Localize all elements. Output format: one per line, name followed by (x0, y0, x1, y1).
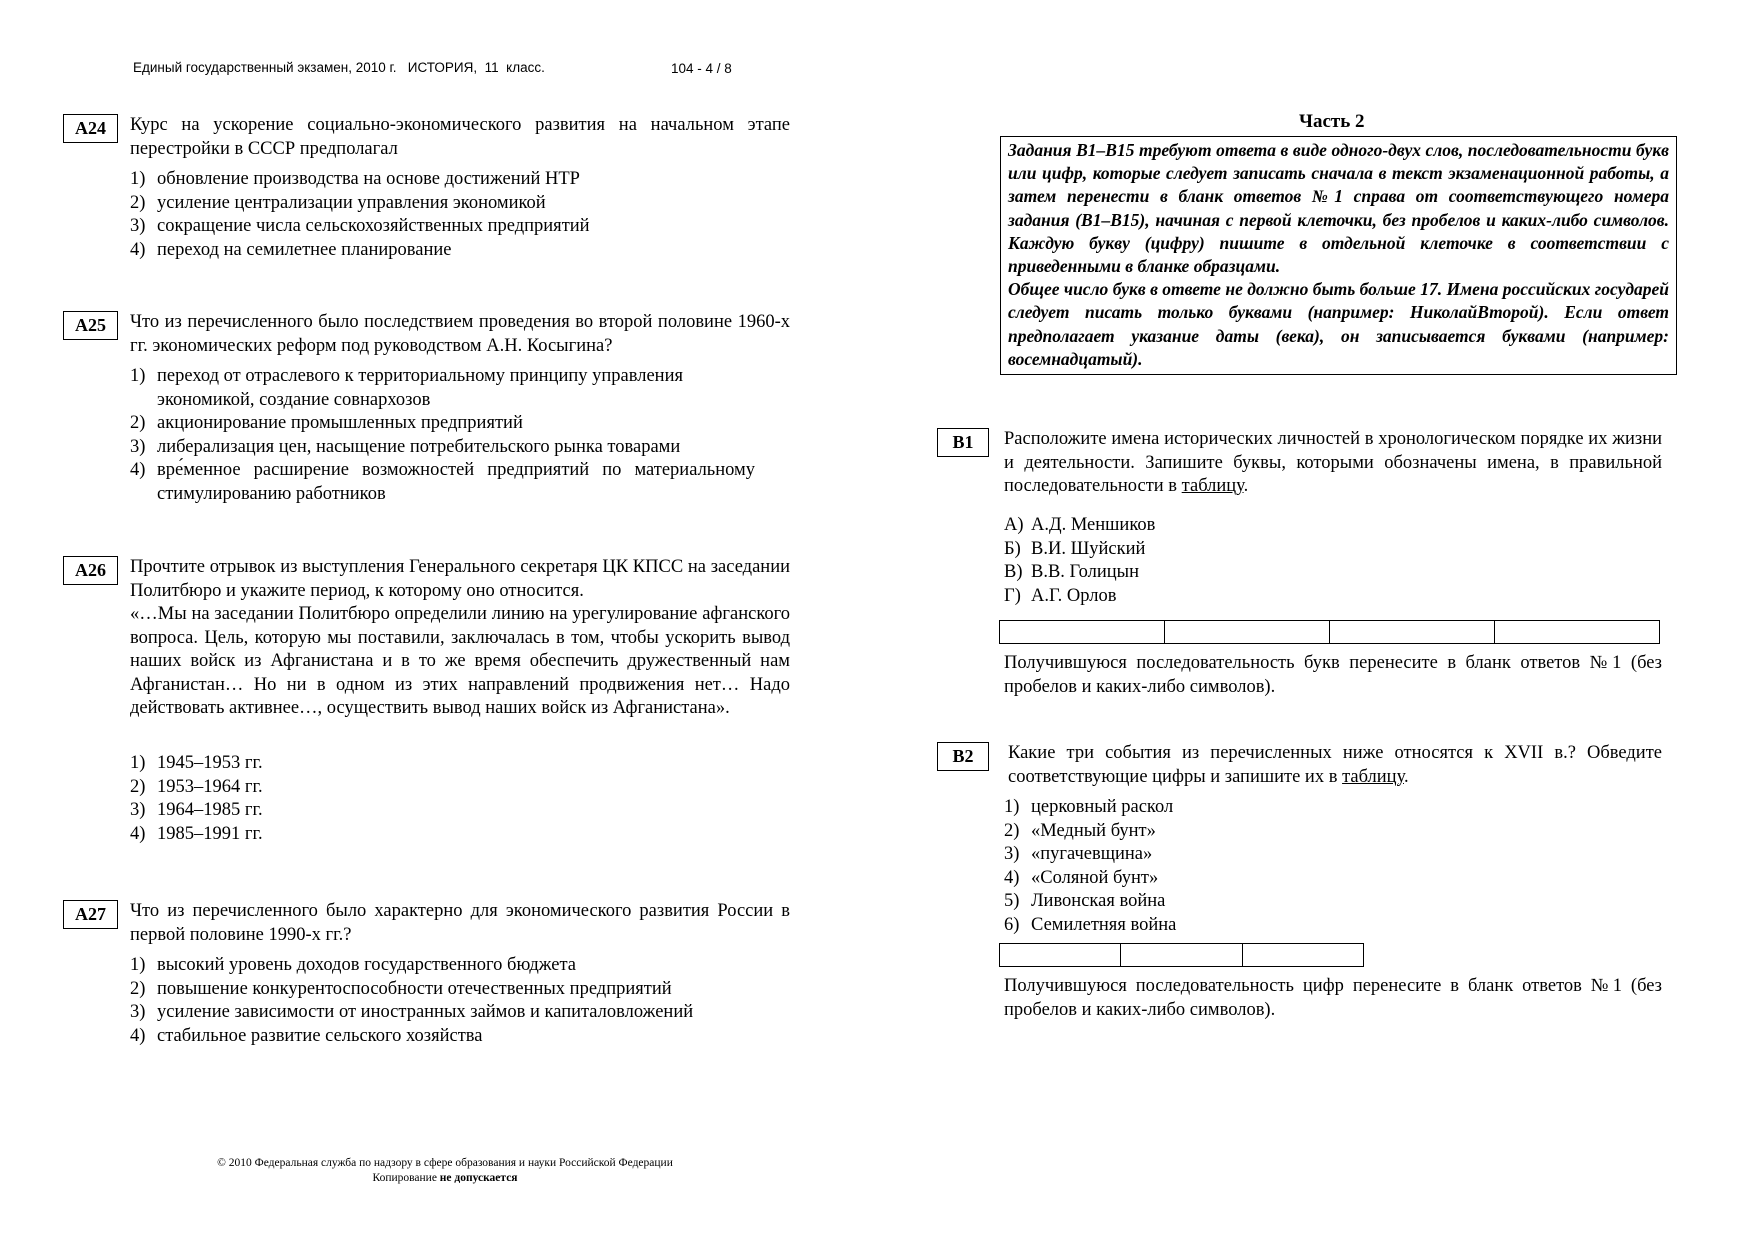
answer-option (130, 412, 755, 436)
answer-option (1004, 514, 1604, 538)
option-number: Б) (1004, 538, 1021, 559)
option-number: 6) (1004, 914, 1020, 935)
question-label: A26 (63, 556, 118, 585)
option-number: 2) (130, 413, 146, 433)
answer-option (1004, 585, 1604, 609)
option-text: высокий уровень доходов государственного бюджета (157, 955, 577, 975)
answer-option (130, 459, 755, 506)
option-text: акционирование промышленных предприятий (157, 413, 523, 433)
answer-options (130, 365, 755, 506)
instructions-paragraph: Общее число букв в ответе не должно быть больше 17. Имена российских государей следует писать только буквами (например: НиколайВторой). Если ответ предполагает указание даты (века), он записывается буквами (например: восемнадцатый). (1008, 279, 1669, 369)
option-text: вре́менное расширение возможностей предприятий по материальному стимулированию работников (157, 460, 755, 504)
answer-option (1004, 890, 1604, 914)
option-text: «Медный бунт» (1031, 820, 1156, 841)
answer-option (130, 365, 755, 412)
option-text: А.Д. Меншиков (1031, 515, 1156, 535)
option-number: 1) (130, 955, 146, 975)
answer-option (1004, 914, 1604, 938)
answer-option (130, 1001, 790, 1025)
option-number: 4) (130, 823, 146, 844)
speech-quote: «…Мы на заседании Политбюро определили линию на урегулирование афганского вопроса. Цель, которую мы поставили, заключалась в том, чтобы ускорить вывод наших войск из Афганистана и в то же время обеспечить дружественный нам Афганистан… Но ни в одном из этих направлений продвижения нет… Надо действовать активнее…, осуществить вывод наших войск из Афганистана». (130, 604, 790, 718)
question-label: A27 (63, 900, 118, 929)
instructions-paragraph: Задания В1–В15 требуют ответа в виде одного-двух слов, последовательности букв или цифр, которые следует записать сначала в текст экзаменационной работы, а затем перенести в бланк ответов №1 справа от соответствующего номера задания (В1–В15), начиная с первой клеточки, без пробелов и каких-либо символов. Каждую букву (цифру) пишите в отдельной клеточке в соответствии с приведенными в бланке образцами. (1008, 140, 1669, 277)
question-text: Что из перечисленного было характерно для экономического развития России в первой половине 1990-х гг.? (130, 901, 790, 945)
option-number: В) (1004, 562, 1023, 582)
question-label: A25 (63, 311, 118, 340)
option-text: «Соляной бунт» (1031, 867, 1159, 888)
copying-forbidden: не допускается (439, 1172, 518, 1184)
option-number: 2) (130, 192, 146, 213)
option-number: 3) (130, 216, 146, 236)
option-number: 4) (130, 460, 146, 480)
option-text: Ливонская война (1031, 891, 1166, 911)
answer-cell[interactable] (1330, 621, 1495, 644)
answer-option (130, 978, 790, 1002)
question-text (130, 556, 790, 721)
table-link: таблицу (1181, 476, 1244, 496)
answer-option (1004, 561, 1604, 585)
option-number: 1) (130, 753, 146, 773)
option-text: В.И. Шуйский (1031, 538, 1146, 559)
option-text: усиление централизации управления экономикой (157, 192, 546, 213)
option-number: 3) (130, 1002, 146, 1022)
answer-cell[interactable] (1495, 621, 1660, 644)
option-text: переход на семилетнее планирование (157, 239, 452, 260)
option-text: 1985–1991 гг. (157, 823, 263, 844)
table-link: таблицу (1342, 766, 1404, 787)
question-text (1004, 428, 1662, 499)
option-text: 1964–1985 гг. (157, 800, 263, 820)
option-text: усиление зависимости от иностранных займов и капиталовложений (157, 1002, 694, 1022)
question-end: . (1403, 766, 1409, 787)
answer-options (1004, 796, 1604, 937)
answer-cell[interactable] (1242, 944, 1363, 967)
question-label: B1 (937, 428, 989, 457)
part-title: Часть 2 (1299, 111, 1365, 132)
question-text: Что из перечисленного было последствием проведения во второй половине 1960-х гг. экономических реформ под руководством А.Н. Косыгина? (130, 312, 790, 356)
answer-option (130, 799, 790, 823)
answer-option (130, 1025, 790, 1049)
answer-cell[interactable] (1000, 621, 1165, 644)
option-text: В.В. Голицын (1031, 562, 1139, 582)
question-text (1008, 742, 1662, 789)
question-label: A24 (63, 114, 118, 143)
option-number: 3) (130, 800, 146, 820)
copyright-line: © 2010 Федеральная служба по надзору в сфере образования и науки Российской Федерации (217, 1157, 673, 1169)
copying-prefix: Копирование (372, 1172, 437, 1184)
option-number: 5) (1004, 891, 1020, 911)
answer-option (1004, 796, 1604, 820)
answer-cell[interactable] (1121, 944, 1242, 967)
option-text: сокращение числа сельскохозяйственных предприятий (157, 216, 590, 236)
question-end: . (1243, 476, 1249, 496)
option-text: 1945–1953 гг. (157, 753, 263, 773)
answer-option (1004, 820, 1604, 844)
answer-table-b2 (999, 943, 1364, 967)
question-label: B2 (937, 742, 989, 771)
option-text: переход от отраслевого к территориальному принципу управления экономикой, создание совнархозов (157, 366, 683, 410)
answer-option (1004, 538, 1604, 562)
option-number: 2) (130, 978, 146, 999)
answer-option (1004, 867, 1604, 891)
answer-cell[interactable] (1000, 944, 1121, 967)
answer-cell[interactable] (1165, 621, 1330, 644)
answer-option (130, 168, 790, 192)
option-number: 4) (130, 1025, 146, 1046)
answer-option (130, 192, 790, 216)
option-text: церковный раскол (1031, 797, 1174, 817)
option-number: 4) (130, 239, 146, 260)
option-number: 3) (130, 436, 146, 457)
answer-options (130, 954, 790, 1048)
option-text: «пугачевщина» (1031, 844, 1153, 864)
answer-option (130, 215, 790, 239)
option-number: Г) (1004, 585, 1021, 606)
answer-option (130, 752, 790, 776)
answer-table-b1 (999, 620, 1660, 644)
answer-option (130, 239, 790, 263)
option-number: 1) (130, 169, 146, 189)
option-number: 4) (1004, 867, 1020, 888)
transfer-note: Получившуюся последовательность цифр перенесите в бланк ответов №1 (без пробелов и каких-либо символов). (1004, 976, 1662, 1020)
option-text: обновление производства на основе достижений НТР (157, 169, 580, 189)
answer-option (130, 954, 790, 978)
option-text: 1953–1964 гг. (157, 776, 263, 797)
transfer-note: Получившуюся последовательность букв перенесите в бланк ответов №1 (без пробелов и каких-либо символов). (1004, 653, 1662, 697)
answer-options (130, 752, 790, 846)
copyright-footer (160, 1156, 730, 1186)
option-text: повышение конкурентоспособности отечественных предприятий (157, 978, 672, 999)
question-prompt: Прочтите отрывок из выступления Генерального секретаря ЦК КПСС на заседании Политбюро и укажите период, к которому оно относится. (130, 557, 790, 601)
option-number: 2) (1004, 820, 1020, 841)
option-text: А.Г. Орлов (1031, 585, 1117, 606)
option-number: 2) (130, 776, 146, 797)
answer-options (130, 168, 790, 262)
option-number: 3) (1004, 844, 1020, 864)
exam-header: Единый государственный экзамен, 2010 г. ИСТОРИЯ, 11 класс. (133, 60, 545, 75)
answer-option (130, 823, 790, 847)
option-number: А) (1004, 515, 1024, 535)
answer-options (1004, 514, 1604, 608)
option-number: 1) (130, 366, 146, 386)
question-prompt: Расположите имена исторических личностей в хронологическом порядке их жизни и деятельности. Запишите буквы, которыми обозначены имена, в правильной последовательности в (1004, 429, 1662, 496)
option-text: Семилетняя война (1031, 914, 1177, 935)
question-text: Курс на ускорение социально-экономического развития на начальном этапе перестройки в СССР предполагал (130, 115, 790, 159)
option-text: либерализация цен, насыщение потребительского рынка товарами (157, 436, 681, 457)
page-number: 104 - 4 / 8 (671, 61, 732, 76)
option-number: 1) (1004, 797, 1020, 817)
option-text: стабильное развитие сельского хозяйства (157, 1025, 483, 1046)
answer-option (130, 436, 755, 460)
question-prompt: Какие три события из перечисленных ниже относятся к XVII в.? Обведите соответствующие цифры и запишите их в (1008, 743, 1662, 787)
answer-option (1004, 843, 1604, 867)
answer-option (130, 776, 790, 800)
instructions-box (1000, 136, 1677, 375)
copying-notice (160, 1171, 730, 1186)
